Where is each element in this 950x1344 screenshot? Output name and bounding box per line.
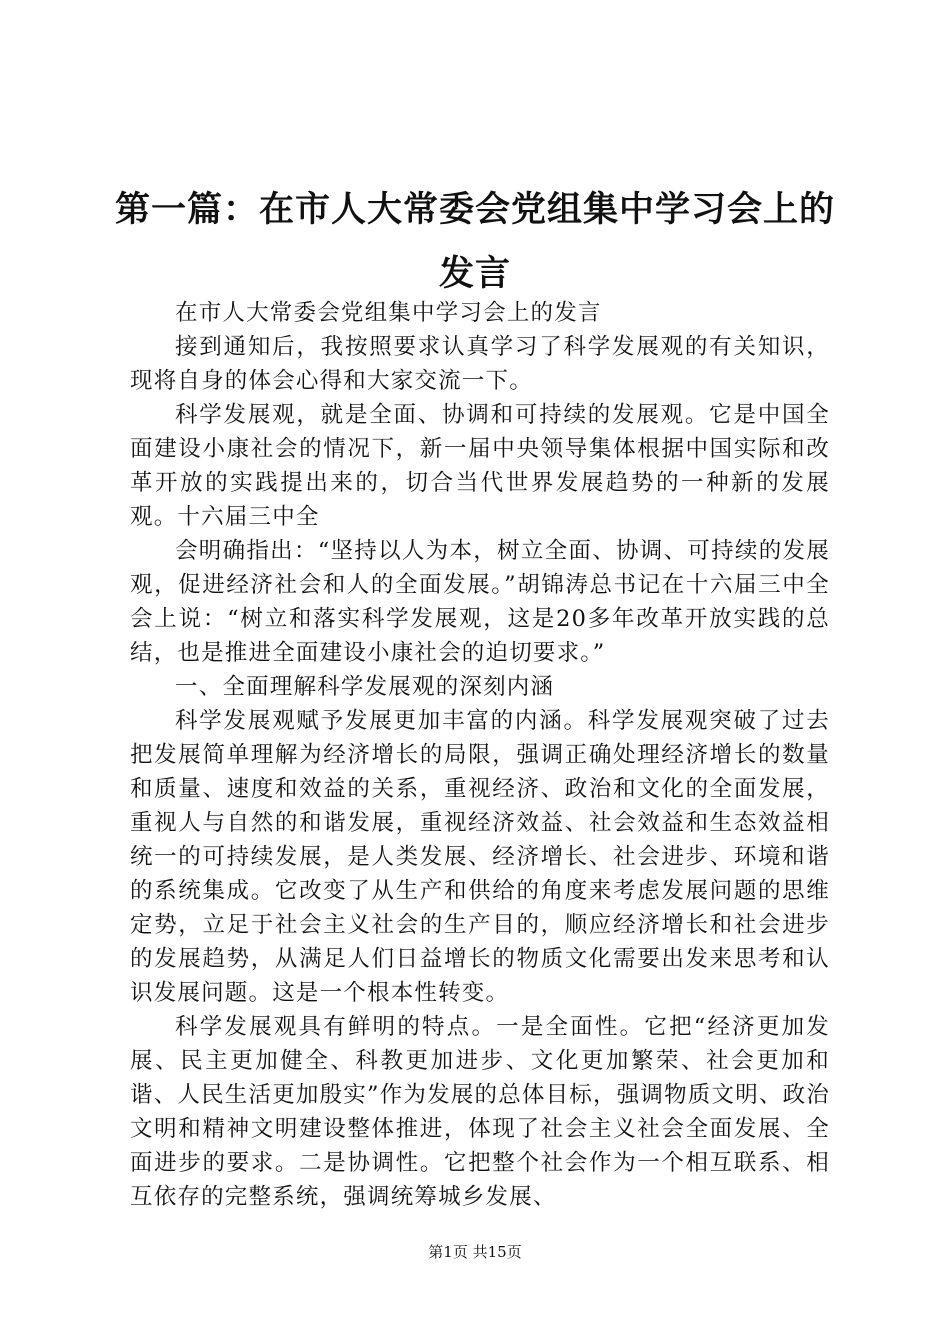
paragraph: 科学发展观赋予发展更加丰富的内涵。科学发展观突破了过去把发展简单理解为经济增长的局限，强调正确处理经济增长的数量和质量、速度和效益的关系，重视经济、政治和文化的全面发展，重视人与自然的和谐发展，重视经济效益、社会效益和生态效益相统一的可持续发展，是人类发展、经济增长、社会进步、环境和谐的系统集成。它改变了从生产和供给的角度来考虑发展问题的思维定势，立足于社会主义社会的生产目的，顺应经济增长和社会进步的发展趋势，从满足人们日益增长的物质文化需要出发来思考和认识发展问题。这是一个根本性转变。	[130, 708, 830, 1006]
paragraph: 接到通知后，我按照要求认真学习了科学发展观的有关知识，现将自身的体会心得和大家交流一下。	[130, 334, 830, 394]
paragraph: 科学发展观具有鲜明的特点。一是全面性。它把“经济更加发展、民主更加健全、科教更加进步、文化更加繁荣、社会更加和谐、人民生活更加殷实”作为发展的总体目标，强调物质文明、政治文明和精神文明建设整体推进，体现了社会主义社会全面发展、全面进步的要求。二是协调性。它把整个社会作为一个相互联系、相互依存的完整系统，强调统筹城乡发展、	[130, 1014, 831, 1210]
document-title: 第一篇：在市人大常委会党组集中学习会上的发言	[114, 190, 835, 294]
page-footer: 第1页 共15页	[428, 1243, 522, 1261]
section-heading: 一、全面理解科学发展观的深刻内涵	[175, 674, 555, 700]
paragraph-subtitle: 在市人大常委会党组集中学习会上的发言	[175, 300, 602, 326]
paragraph: 会明确指出：“坚持以人为本，树立全面、协调、可持续的发展观，促进经济社会和人的全面发展。”胡锦涛总书记在十六届三中全会上说：“树立和落实科学发展观，这是20多年改革开放实践的总结，也是推进全面建设小康社会的迫切要求。”	[130, 538, 830, 666]
document-body	[130, 296, 830, 1214]
paragraph: 科学发展观，就是全面、协调和可持续的发展观。它是中国全面建设小康社会的情况下，新一届中央领导集体根据中国实际和改革开放的实践提出来的，切合当代世界发展趋势的一种新的发展观。十六届三中全	[130, 402, 830, 530]
